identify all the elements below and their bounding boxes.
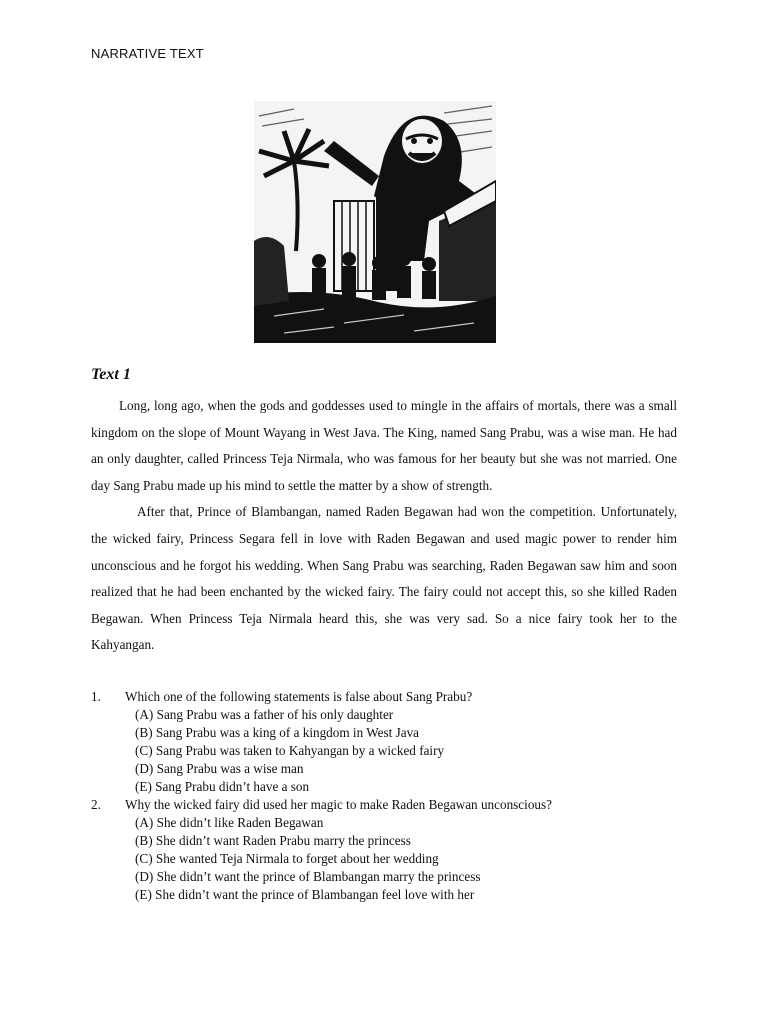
answer-options [91,706,691,796]
answer-option: (D) She didn’t want the prince of Blambangan marry the princess [135,869,481,884]
answer-option: (B) Sang Prabu was a king of a kingdom in West Java [135,725,420,740]
answer-option: (C) Sang Prabu was taken to Kahyangan by a wicked fairy [135,743,445,758]
answer-option: (C) She wanted Teja Nirmala to forget about her wedding [135,851,439,866]
answer-option: (B) She didn’t want Raden Prabu marry the princess [135,833,411,848]
answer-option: (E) She didn’t want the prince of Blambangan feel love with her [135,887,475,902]
woodcut-illustration [254,101,496,343]
question-list [91,688,691,904]
question [91,688,691,796]
answer-option: (E) Sang Prabu didn’t have a son [135,779,310,794]
page-header: NARRATIVE TEXT [91,46,204,61]
question-text: Which one of the following statements is false about Sang Prabu? [125,689,473,704]
question-number: 1. [91,689,101,704]
paragraph: After that, Prince of Blambangan, named Raden Begawan had won the competition. Unfortunately, the wicked fairy, Princess Segara fell in love with Raden Begawan and used magic power to render him unconscious and he forgot his wedding. When Sang Prabu was searching, Raden Begawan saw him and soon realized that he had been enchanted by the wicked fairy. The fairy could not accept this, so she killed Raden Begawan. When Princess Teja Nirmala heard this, she was very sad. So a nice fairy took her to the Kahyangan. [91,504,677,653]
text-title: Text 1 [91,366,131,383]
answer-option: (A) Sang Prabu was a father of his only daughter [135,707,394,722]
answer-option: (D) Sang Prabu was a wise man [135,761,304,776]
question [91,796,691,904]
question-number: 2. [91,797,101,812]
reading-passage [91,393,677,659]
paragraph: Long, long ago, when the gods and goddesses used to mingle in the affairs of mortals, there was a small kingdom on the slope of Mount Wayang in West Java. The King, named Sang Prabu, was a wise man. He had an only daughter, called Princess Teja Nirmala, who was famous for her beauty but she was not married. One day Sang Prabu made up his mind to settle the matter by a show of strength. [91,398,677,493]
answer-options [91,814,691,904]
question-text: Why the wicked fairy did used her magic to make Raden Begawan unconscious? [125,797,552,812]
answer-option: (A) She didn’t like Raden Begawan [135,815,324,830]
